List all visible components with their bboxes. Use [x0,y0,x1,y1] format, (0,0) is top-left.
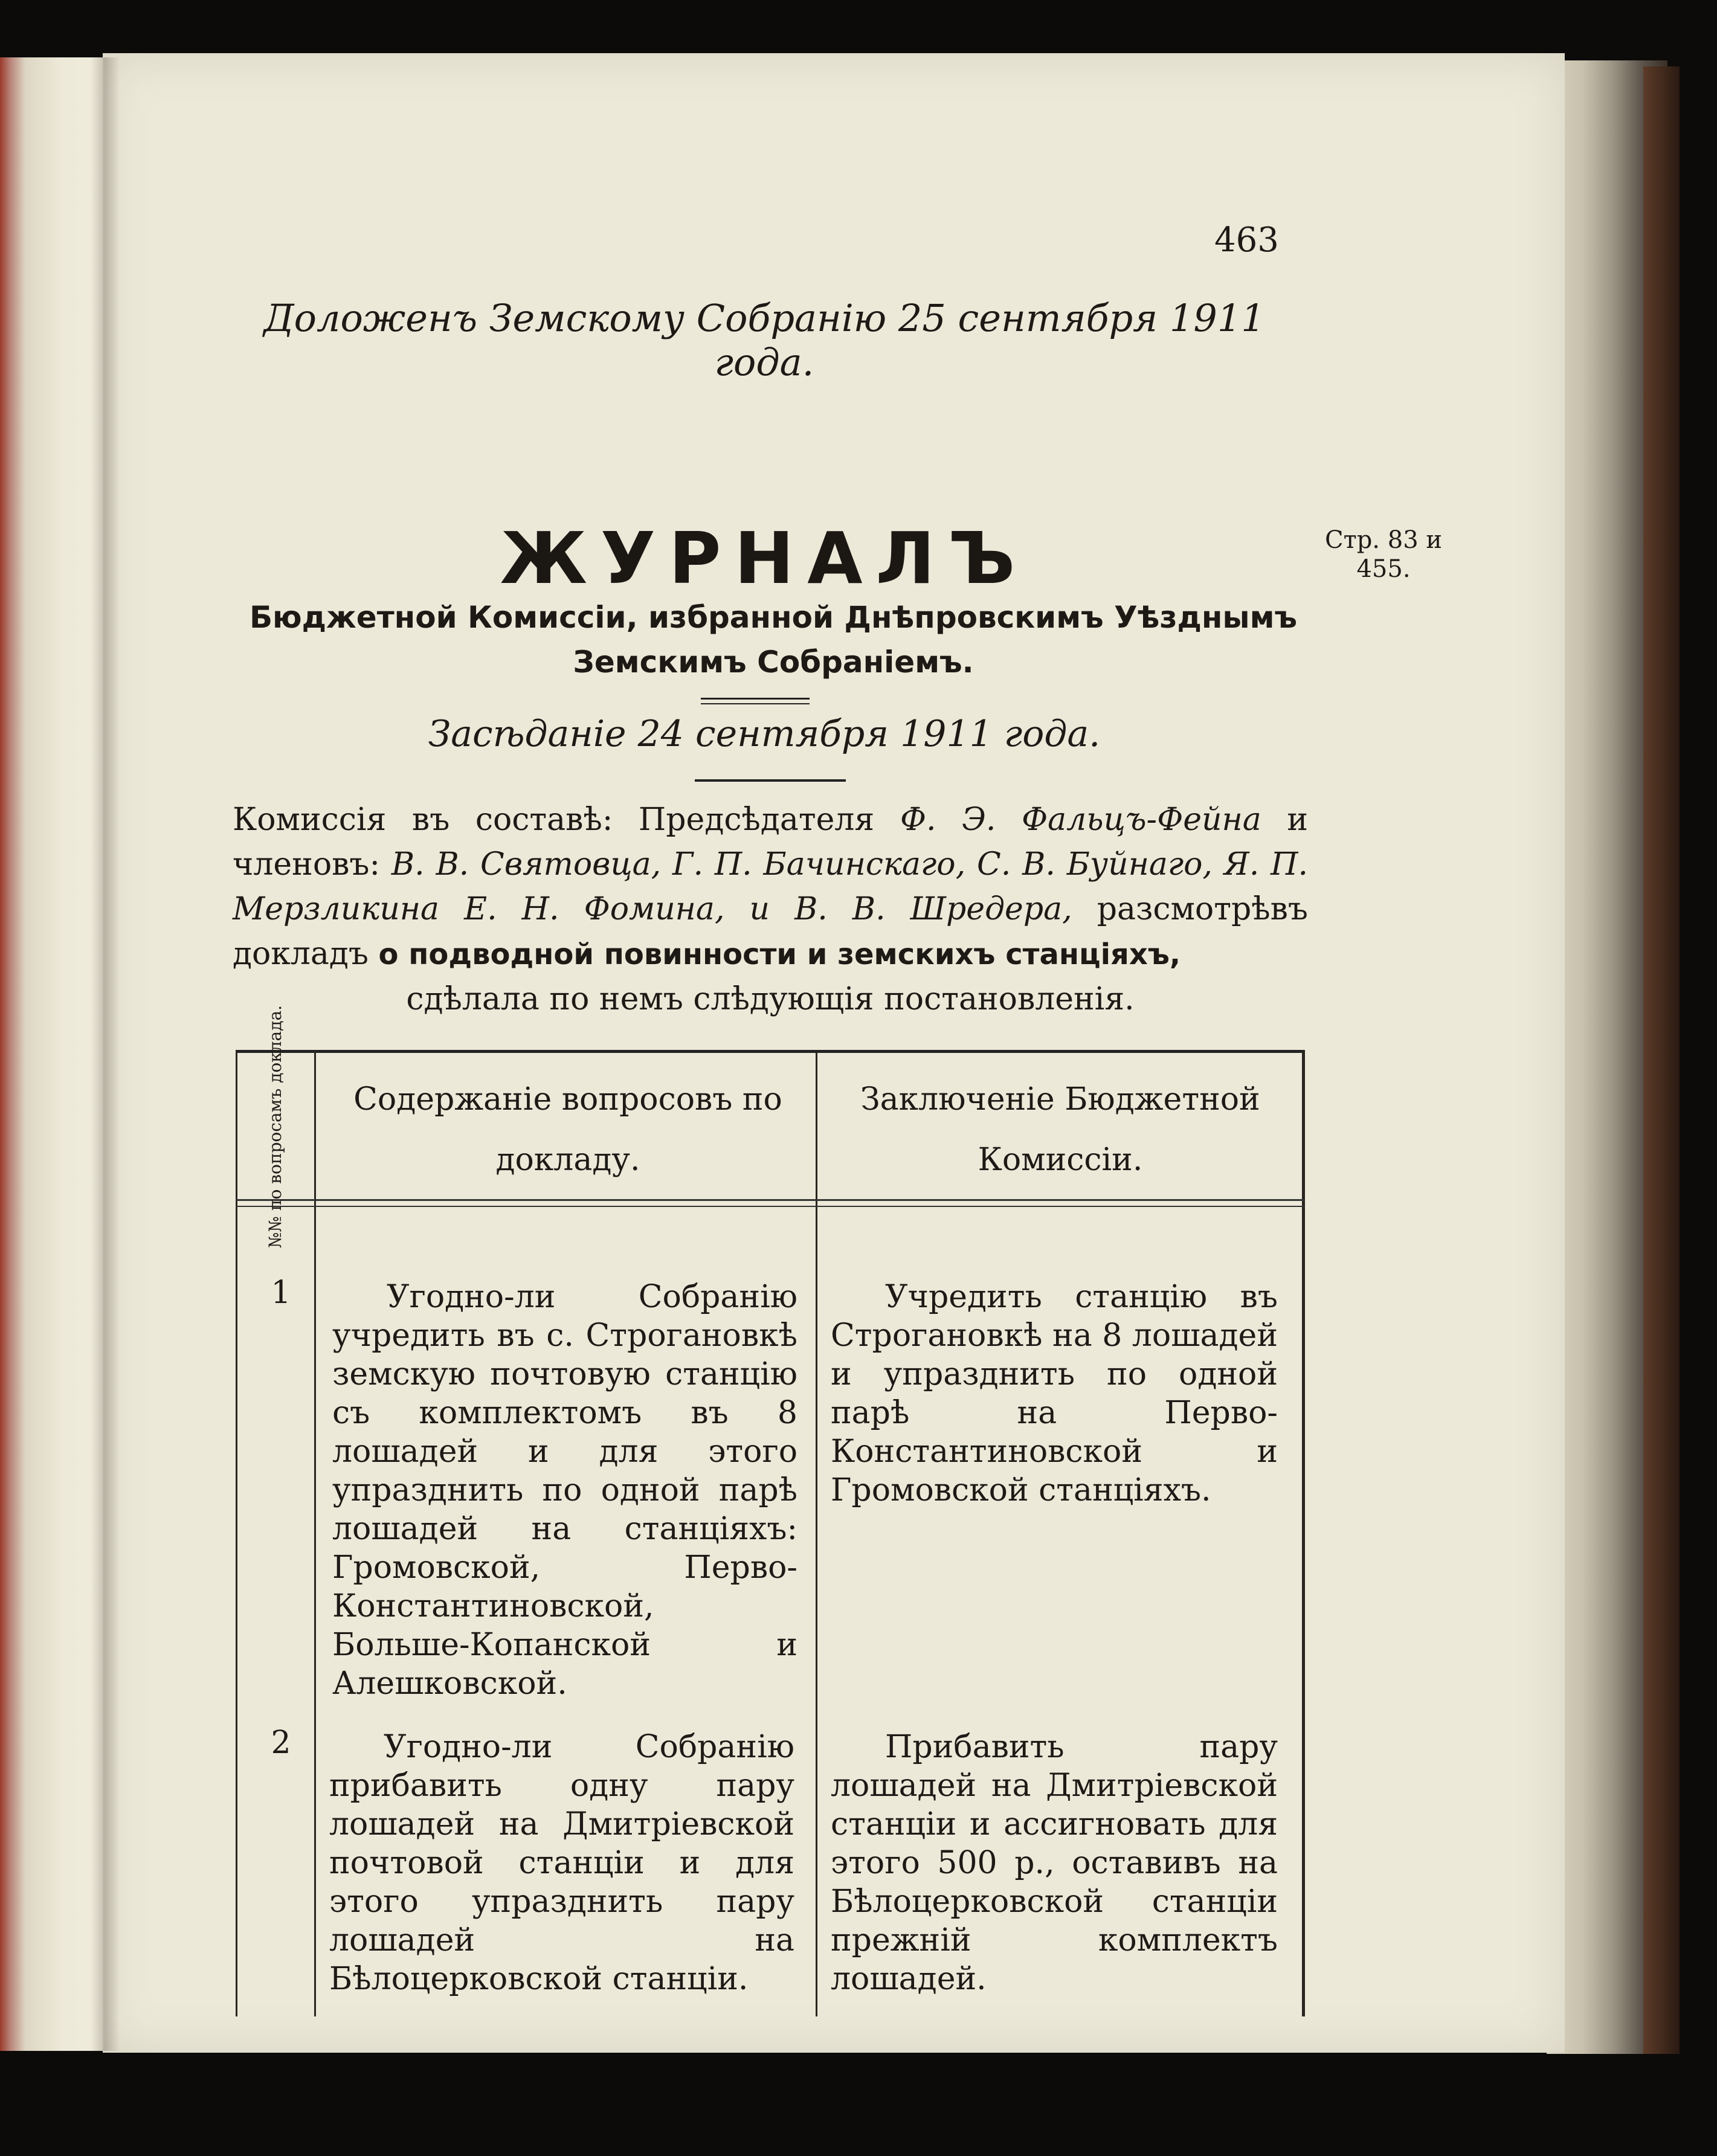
table-header-rule-lower [236,1206,1305,1207]
intro-text-3: разсмотрѣвъ докладъ [233,891,1308,972]
title-rule-lower [701,703,810,704]
row-1-number: 1 [271,1275,291,1311]
report-topic: о подводной повинности и земскихъ станціяхъ, [378,938,1181,971]
intro-text-2: и членовъ: [233,802,1309,883]
section-rule [695,779,846,782]
page-title: ЖУРНАЛЪ [500,516,1029,600]
table-num-column-rule [314,1050,316,2016]
title-rule [701,698,810,700]
reported-line: Доложенъ Земскому Собранію 25 сентября 1911 года. [263,296,1265,384]
table-right-rule [1302,1050,1305,2016]
header-number-label: №№ по вопросамъ доклада. [265,1005,286,1249]
header-question: Содержаніе вопросовъ по докладу. [353,1081,782,1178]
row-1-question: Угодно-ли Собранію учредить въ с. Строгановкѣ земскую почтовую станцію съ комплектомъ въ 8 лошадей и для этого упразднить по одной парѣ лошадей на станціяхъ: Громовской, Перво-Константиновской, Больше-Копанской и Алешковской. [332,1279,797,1702]
row-1-conclusion: Учредить станцію въ Строгановкѣ на 8 лошадей и упразднить по одной парѣ на Перво-Константиновской и Громовской станціяхъ. [831,1279,1278,1508]
header-number [237,1005,314,1249]
table-header-rule [236,1199,1305,1201]
intro-paragraph [233,797,1308,1022]
intro-text-4: сдѣлала по немъ слѣдующія постановленія. [406,981,1135,1017]
session-date: Засѣданіе 24 сентября 1911 года. [428,713,1101,755]
book-cover-edge [1643,66,1680,2054]
intro-text-1: Комиссія въ составѣ: Предсѣдателя [233,802,900,838]
table-middle-rule [816,1050,817,2016]
member-names: В. В. Святовца, Г. П. Бачинскаго, С. В. Буйнаго, Я. П. Мерзликина Е. Н. Фомина, и В. В. Шредера, [233,846,1309,927]
left-page-edge [0,57,106,2051]
row-2-question: Угодно-ли Собранію прибавить одну пару лошадей на Дмитріевской почтовой станціи и для этого упразднить пару лошадей на Бѣлоцерковской станціи. [329,1729,794,1997]
row-2-conclusion: Прибавить пару лошадей на Дмитріевской станціи и ассигновать для этого 500 р., оставивъ на Бѣлоцерковской станціи прежній комплектъ лошадей. [831,1729,1278,1997]
header-conclusion: Заключеніе Бюджетной Комиссіи. [860,1081,1260,1178]
book-gutter [91,57,120,2051]
chair-name: Ф. Э. Фальцъ-Фейна [900,802,1261,838]
table-top-rule [236,1050,1305,1053]
margin-note: Стр. 83 и 455. [1324,526,1443,583]
page-number: 463 [1214,220,1279,260]
row-2-number: 2 [271,1725,291,1761]
page-subtitle: Бюджетной Комиссіи, избранной Днѣпровскимъ Уѣзднымъ Земскимъ Собраніемъ. [249,600,1298,680]
